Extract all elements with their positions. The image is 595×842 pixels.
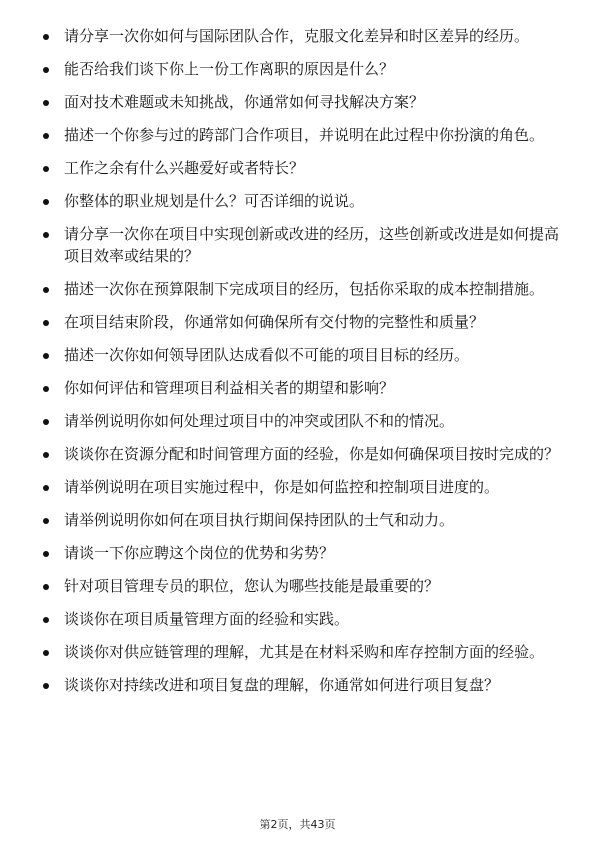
list-item — [0, 377, 595, 399]
list-item — [0, 476, 595, 498]
list-item — [0, 157, 595, 179]
bullet-icon — [43, 386, 49, 392]
question-text: 描述一个你参与过的跨部门合作项目，并说明在此过程中你扮演的角色。 — [64, 126, 545, 144]
question-text: 面对技术难题或未知挑战，你通常如何寻找解决方案？ — [64, 93, 425, 111]
question-text: 谈谈你对持续改进和项目复盘的理解，你通常如何进行项目复盘？ — [64, 676, 500, 694]
bullet-icon — [43, 100, 49, 106]
bullet-icon — [43, 617, 49, 623]
question-text: 针对项目管理专员的职位，您认为哪些技能是最重要的？ — [64, 577, 440, 595]
question-text: 请举例说明你如何处理过项目中的冲突或团队不和的情况。 — [64, 412, 455, 430]
bullet-icon — [43, 419, 49, 425]
list-item — [0, 344, 595, 366]
question-text: 请分享一次你在项目中实现创新或改进的经历，这些创新或改进是如何提高项目效率或结果的？ — [64, 225, 560, 265]
bullet-icon — [43, 650, 49, 656]
bullet-icon — [43, 452, 49, 458]
bullet-icon — [43, 584, 49, 590]
question-text: 描述一次你如何领导团队达成看似不可能的项目目标的经历。 — [64, 346, 470, 364]
bullet-icon — [43, 551, 49, 557]
list-item — [0, 58, 595, 80]
list-item — [0, 509, 595, 531]
question-list — [0, 25, 595, 707]
list-item — [0, 124, 595, 146]
question-text: 请举例说明在项目实施过程中，你是如何监控和控制项目进度的。 — [64, 478, 500, 496]
question-text: 谈谈你对供应链管理的理解，尤其是在材料采购和库存控制方面的经验。 — [64, 643, 545, 661]
list-item — [0, 542, 595, 564]
question-text: 能否给我们谈下你上一份工作离职的原因是什么？ — [64, 60, 395, 78]
question-text: 在项目结束阶段，你通常如何确保所有交付物的完整性和质量？ — [64, 313, 485, 331]
question-text: 谈谈你在项目质量管理方面的经验和实践。 — [64, 610, 350, 628]
bullet-icon — [43, 353, 49, 359]
list-item — [0, 278, 595, 300]
question-text: 请分享一次你如何与国际团队合作，克服文化差异和时区差异的经历。 — [64, 27, 530, 45]
list-item — [0, 575, 595, 597]
list-item — [0, 91, 595, 113]
bullet-icon — [43, 518, 49, 524]
question-text: 描述一次你在预算限制下完成项目的经历，包括你采取的成本控制措施。 — [64, 280, 545, 298]
list-item — [0, 25, 595, 47]
bullet-icon — [43, 67, 49, 73]
list-item — [0, 410, 595, 432]
list-item — [0, 190, 595, 212]
list-item — [0, 443, 595, 465]
bullet-icon — [43, 232, 49, 238]
question-text: 请谈一下你应聘这个岗位的优势和劣势？ — [64, 544, 335, 562]
bullet-icon — [43, 287, 49, 293]
bullet-icon — [43, 199, 49, 205]
bullet-icon — [43, 34, 49, 40]
list-item — [0, 608, 595, 630]
bullet-icon — [43, 683, 49, 689]
page-number: 第2页，共43页 — [259, 818, 336, 831]
bullet-icon — [43, 485, 49, 491]
question-text: 工作之余有什么兴趣爱好或者特长？ — [64, 159, 305, 177]
question-text: 请举例说明你如何在项目执行期间保持团队的士气和动力。 — [64, 511, 455, 529]
question-text: 你整体的职业规划是什么？可否详细的说说。 — [64, 192, 365, 210]
list-item — [0, 223, 595, 267]
question-text: 谈谈你在资源分配和时间管理方面的经验，你是如何确保项目按时完成的？ — [64, 445, 560, 463]
question-text: 你如何评估和管理项目利益相关者的期望和影响？ — [64, 379, 395, 397]
list-item — [0, 311, 595, 333]
bullet-icon — [43, 320, 49, 326]
bullet-icon — [43, 166, 49, 172]
list-item — [0, 674, 595, 696]
bullet-icon — [43, 133, 49, 139]
list-item — [0, 641, 595, 663]
